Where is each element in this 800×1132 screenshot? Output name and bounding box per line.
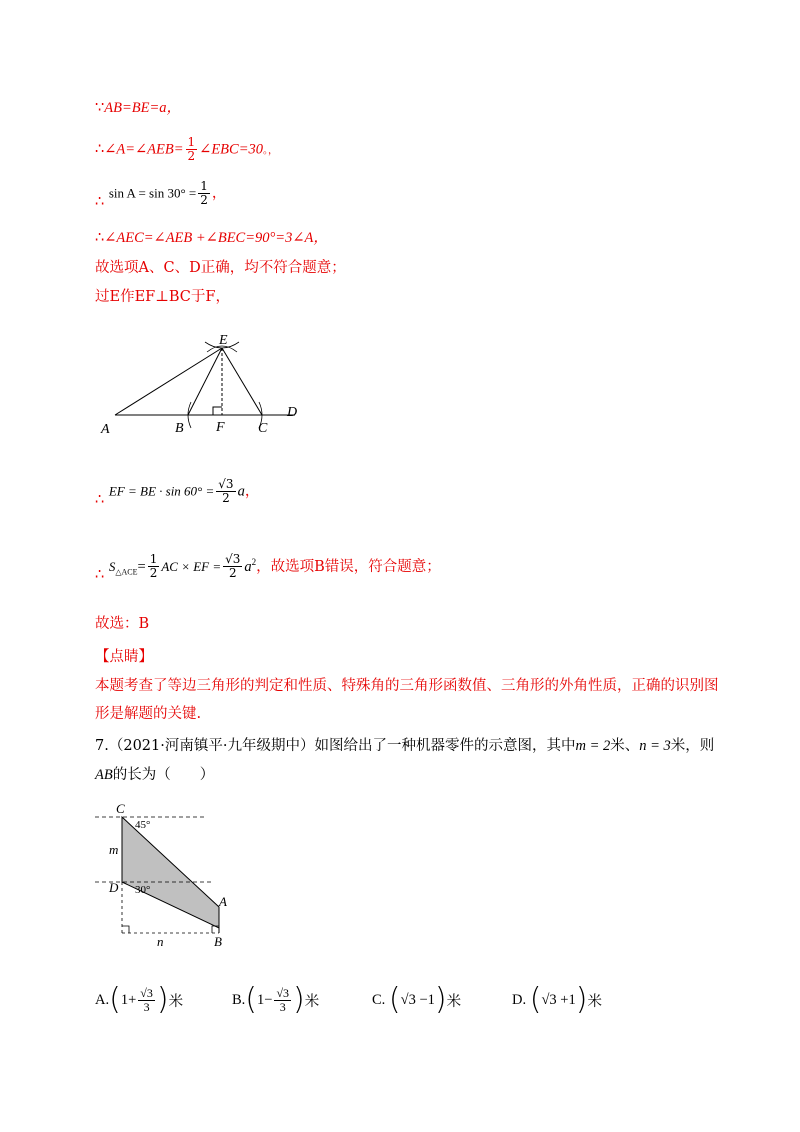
step-options-correct: 故选项A、C、D正确，均不符合题意； xyxy=(95,260,346,276)
label-a: A xyxy=(219,894,227,909)
option-key: D. xyxy=(512,991,527,1008)
answer-line: 故选：B xyxy=(95,616,150,632)
option-key: C. xyxy=(372,991,386,1008)
step8-tail: ，故选项B错误，符合题意； xyxy=(256,558,441,575)
step-area xyxy=(95,552,441,583)
unit-1: 米、 xyxy=(610,738,640,754)
frac-num: 1 xyxy=(187,135,196,149)
option-fraction xyxy=(138,987,155,1014)
option-fraction xyxy=(274,987,291,1014)
step-draw-perpendicular: 过E作EF⊥BC于F， xyxy=(95,289,230,305)
fraction-sqrt3-2 xyxy=(216,478,235,505)
ab-label: AB xyxy=(95,767,113,783)
unit-2: 米，则 xyxy=(670,738,715,754)
paren-left: ( xyxy=(109,982,121,1017)
step2-tail: 。， xyxy=(263,145,278,157)
ac-ef: AC × EF = xyxy=(161,558,222,574)
paren-left: ( xyxy=(388,982,401,1017)
step-ef xyxy=(95,477,260,508)
question-line2: 的长为（ ） xyxy=(112,767,215,783)
frac-num: √3 xyxy=(276,985,290,1000)
var-a: a xyxy=(244,558,252,575)
ef-expression: EF = BE · sin 60° = xyxy=(108,483,215,499)
frac-num: 1 xyxy=(149,552,158,567)
option-expr: √3 +1 xyxy=(541,991,576,1008)
area-s: S xyxy=(108,558,116,574)
therefore-symbol: ∴ xyxy=(95,491,105,508)
step2-post: ∠EBC=30 xyxy=(199,141,263,158)
step-aec xyxy=(95,228,328,248)
line-be xyxy=(188,348,222,415)
equals: = xyxy=(137,558,146,575)
option-unit: 米 xyxy=(304,993,320,1010)
machine-part-figure xyxy=(95,800,245,950)
option-a[interactable] xyxy=(95,982,184,1017)
question-number: 7. xyxy=(95,738,109,754)
frac-den: 2 xyxy=(200,193,208,207)
step2-pre: ∠A=∠AEB= xyxy=(104,141,184,158)
frac-den: 3 xyxy=(143,999,150,1014)
question-text: （2021·河南镇平·九年级期中）如图给出了一种机器零件的示意图，其中 xyxy=(108,738,576,754)
label-b: B xyxy=(175,421,184,436)
label-angle-45: 45° xyxy=(135,819,151,831)
exponent: 2 xyxy=(251,557,257,567)
label-angle-30: 30° xyxy=(135,884,151,896)
step-sin xyxy=(95,179,227,210)
option-d[interactable] xyxy=(512,982,602,1017)
right-angle-mark xyxy=(213,407,222,415)
label-f: F xyxy=(216,420,225,435)
frac-num: √3 xyxy=(225,552,241,567)
label-e: E xyxy=(219,333,228,348)
step-angle-a xyxy=(95,136,278,163)
option-sign: 1− xyxy=(257,991,273,1008)
paren-right: ) xyxy=(293,982,305,1017)
label-a: A xyxy=(101,422,110,437)
step1-text: AB=BE=a， xyxy=(104,100,181,116)
frac-den: 3 xyxy=(279,999,286,1014)
var-a: a xyxy=(237,483,245,500)
step7-tail: ， xyxy=(244,483,260,500)
option-key: A. xyxy=(95,991,110,1008)
label-c: C xyxy=(258,421,268,436)
option-c[interactable] xyxy=(372,982,462,1017)
frac-num: 1 xyxy=(200,179,208,193)
option-sign: 1+ xyxy=(120,991,137,1008)
therefore-symbol: ∴ xyxy=(95,193,105,210)
label-m: m xyxy=(109,842,119,857)
therefore-symbol: ∴ xyxy=(95,141,105,158)
option-expr: √3 −1 xyxy=(400,991,435,1008)
m-value: m = 2 xyxy=(575,738,611,754)
fraction-half xyxy=(148,553,160,580)
fraction-half xyxy=(198,180,210,207)
paren-left: ( xyxy=(245,982,258,1017)
right-angle-bottom-left xyxy=(122,926,129,933)
paren-right: ) xyxy=(575,982,588,1017)
fraction-sqrt3-2 xyxy=(223,553,242,580)
sin-expression: sin A = sin 30° = xyxy=(108,185,197,201)
label-d: D xyxy=(109,880,119,895)
therefore-symbol: ∴ xyxy=(95,230,105,246)
label-d: D xyxy=(287,405,298,420)
frac-den: 2 xyxy=(187,149,196,163)
step-because xyxy=(95,98,181,118)
frac-num: √3 xyxy=(218,477,234,491)
frac-den: 2 xyxy=(222,491,230,505)
question-7 xyxy=(95,736,714,756)
because-symbol: ∵ xyxy=(95,100,105,116)
frac-den: 2 xyxy=(228,566,237,581)
step4-text: ∠AEC=∠AEB +∠BEC=90°=3∠A， xyxy=(104,230,328,246)
label-n: n xyxy=(157,934,164,949)
paren-left: ( xyxy=(529,982,542,1017)
frac-den: 2 xyxy=(149,566,158,581)
area-subscript: △ACE xyxy=(115,567,138,577)
option-key: B. xyxy=(232,991,246,1008)
paren-right: ) xyxy=(156,982,169,1017)
triangle-figure xyxy=(95,330,310,440)
review-body-1: 本题考查了等边三角形的判定和性质、特殊角的三角形函数值、三角形的外角性质，正确的识别图 xyxy=(95,678,719,694)
therefore-symbol: ∴ xyxy=(95,566,105,583)
option-unit: 米 xyxy=(446,993,462,1010)
n-value: n = 3 xyxy=(639,738,671,754)
step3-tail: ， xyxy=(211,185,227,202)
frac-num: √3 xyxy=(140,985,153,1000)
line-ce xyxy=(222,348,262,415)
paren-right: ) xyxy=(434,982,447,1017)
review-title: 【点睛】 xyxy=(95,649,153,665)
option-b[interactable] xyxy=(232,982,320,1017)
option-unit: 米 xyxy=(168,993,184,1010)
label-b: B xyxy=(214,934,222,949)
fraction-half xyxy=(186,136,198,163)
option-unit: 米 xyxy=(587,993,602,1010)
question-7-line2 xyxy=(95,765,214,785)
label-c: C xyxy=(116,801,125,816)
line-ae xyxy=(115,348,222,415)
shaded-part xyxy=(122,817,219,928)
review-body-2: 形是解题的关键. xyxy=(95,706,202,722)
